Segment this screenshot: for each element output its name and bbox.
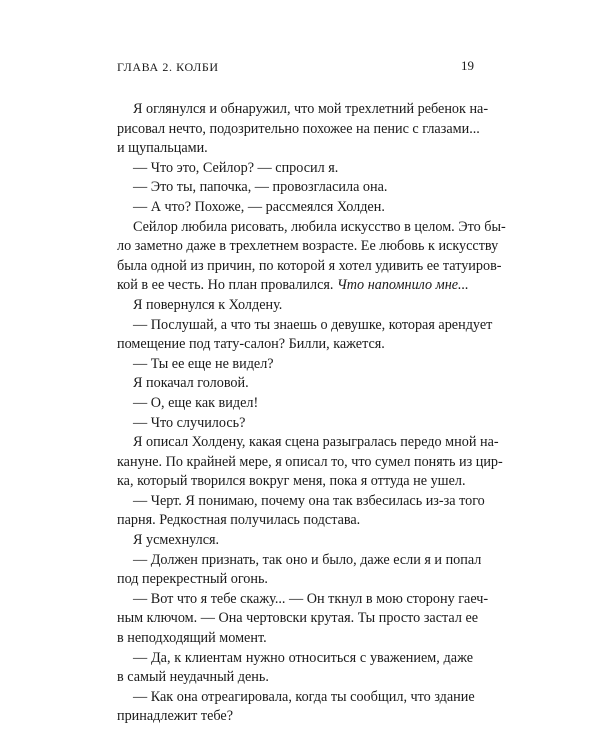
paragraph: — Что это, Сейлор? — спросил я. [133,159,339,176]
paragraph: — Как она отреагировала, когда ты сообщил, что здание принадлежит тебе? [117,688,475,725]
paragraph: — Что случилось? [133,414,246,431]
paragraph: — Послушай, а что ты знаешь о девушке, которая арендует помещение под тату-салон? Билли, кажется. [117,316,493,353]
paragraph: — Должен признать, так оно и было, даже если я и попал под перекрестный огонь. [117,551,482,588]
paragraph: Я оглянулся и обнаружил, что мой трехлетний ребенок на- рисовал нечто, подозрительно похожее на пенис с глазами... и щупальцами. [117,101,489,157]
paragraph: Сейлор любила рисовать, любила искусство в целом. Это бы- ло заметно даже в трехлетнем возрасте. Ее любовь к искусству была одной из причин, по которой я хотел удивить ее татуиров- кой в ее честь. Но план провалился. Что напомнило мне... [117,218,506,294]
paragraph: Я усмехнулся. [133,532,220,549]
paragraph: — Вот что я тебе скажу... — Он ткнул в мою сторону гаеч- ным ключом. — Она чертовски крутая. Ты просто застал ее в неподходящий момент. [117,590,489,647]
italic-thought: Что напомнило мне... [337,277,469,294]
paragraph: — Ты ее еще не видел? [133,355,274,372]
running-head: ГЛАВА 2. КОЛБИ [117,60,219,74]
paragraph: — А что? Похоже, — рассмеялся Холден. [133,198,385,215]
page-number: 19 [461,58,474,73]
paragraph: — Да, к клиентам нужно относиться с уважением, даже в самый неудачный день. [117,649,473,686]
paragraph: — О, еще как видел! [133,394,259,411]
paragraph: — Черт. Я понимаю, почему она так взбесилась из-за того парня. Редкостная получилась подстава. [117,492,485,529]
paragraph: Я повернулся к Холдену. [133,296,283,313]
body-text [117,100,506,727]
paragraph: — Это ты, папочка, — провозгласила она. [133,179,388,196]
paragraph: Я описал Холдену, какая сцена разыгралась передо мной на- кануне. По крайней мере, я описал то, что сумел понять из цир- ка, который творился вокруг меня, пока я оттуда не ушел. [117,434,503,490]
paragraph: Я покачал головой. [133,375,249,392]
